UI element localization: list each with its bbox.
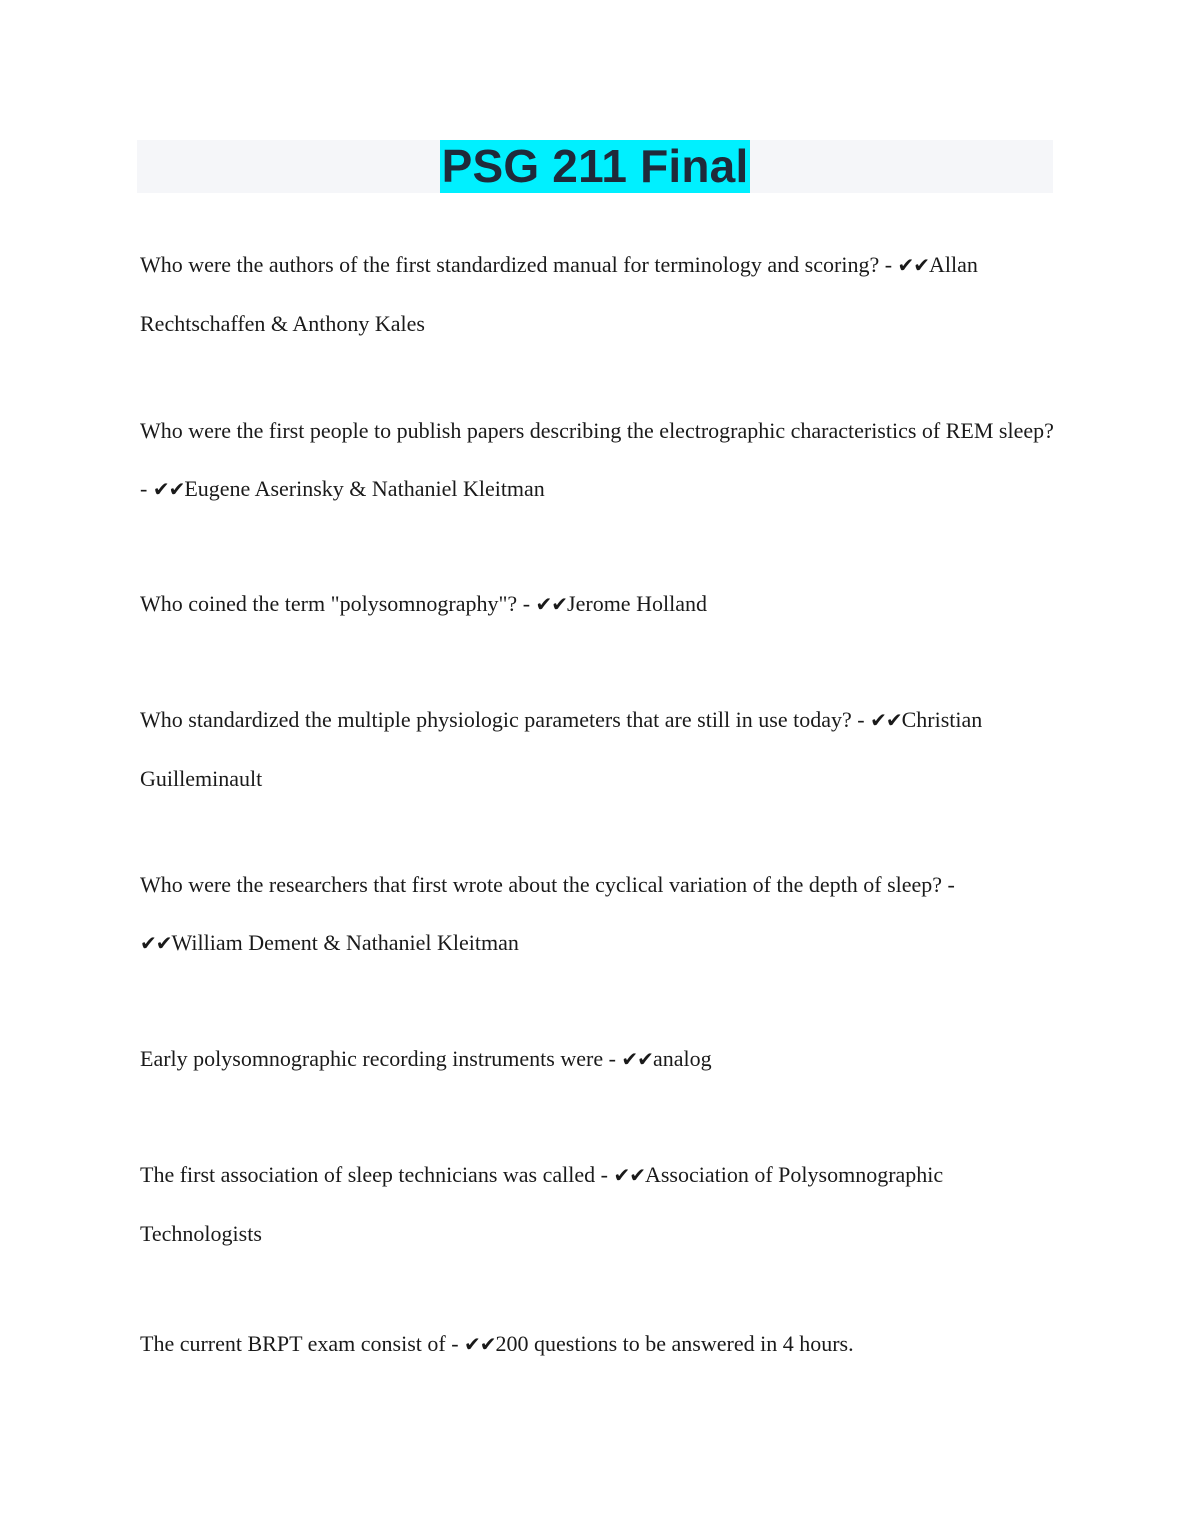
page-title: PSG 211 Final (441, 140, 749, 192)
qa-item-1 (140, 236, 1055, 352)
question-text: Who coined the term "polysomnography"? - (140, 591, 536, 616)
double-check-icon: ✔✔ (621, 1047, 653, 1071)
qa-item-2 (140, 402, 1055, 518)
question-text: Who standardized the multiple physiologic parameters that are still in use today? - (140, 707, 871, 732)
question-text: Early polysomnographic recording instruments were - (140, 1046, 622, 1071)
double-check-icon: ✔✔ (613, 1163, 645, 1187)
title-banner (137, 140, 1053, 193)
double-check-icon: ✔✔ (464, 1332, 496, 1356)
answer-text: Jerome Holland (567, 591, 707, 616)
answer-text: analog (652, 1046, 712, 1071)
qa-item-7 (140, 1146, 1055, 1262)
double-check-icon: ✔✔ (140, 930, 172, 955)
double-check-icon: ✔✔ (897, 253, 930, 277)
question-text: Who were the authors of the first standardized manual for terminology and scoring? - (140, 252, 898, 277)
qa-item-4 (140, 691, 1055, 807)
answer-text: Association of Polysomnographic Technologists (140, 1162, 944, 1246)
answer-text: Christian Guilleminault (140, 707, 983, 791)
question-text: The first association of sleep technicians was called - (140, 1162, 614, 1187)
answer-text: Allan Rechtschaffen & Anthony Kales (140, 252, 978, 336)
qa-item-8 (140, 1315, 1055, 1374)
qa-item-3 (140, 575, 1055, 634)
double-check-icon: ✔✔ (870, 708, 902, 732)
qa-item-5 (140, 856, 1055, 972)
answer-text: William Dement & Nathaniel Kleitman (171, 929, 519, 955)
question-text: The current BRPT exam consist of - (140, 1331, 465, 1356)
answer-text: 200 questions to be answered in 4 hours. (495, 1331, 854, 1356)
qa-item-6 (140, 1030, 1055, 1089)
answer-text: Eugene Aserinsky & Nathaniel Kleitman (184, 475, 545, 501)
question-text: Who were the first people to publish papers describing the electrographic characteristics of REM sleep? - (140, 418, 1054, 501)
double-check-icon: ✔✔ (152, 476, 185, 501)
question-text: Who were the researchers that first wrote about the cyclical variation of the depth of sleep? - (140, 872, 955, 897)
double-check-icon: ✔✔ (535, 592, 568, 616)
